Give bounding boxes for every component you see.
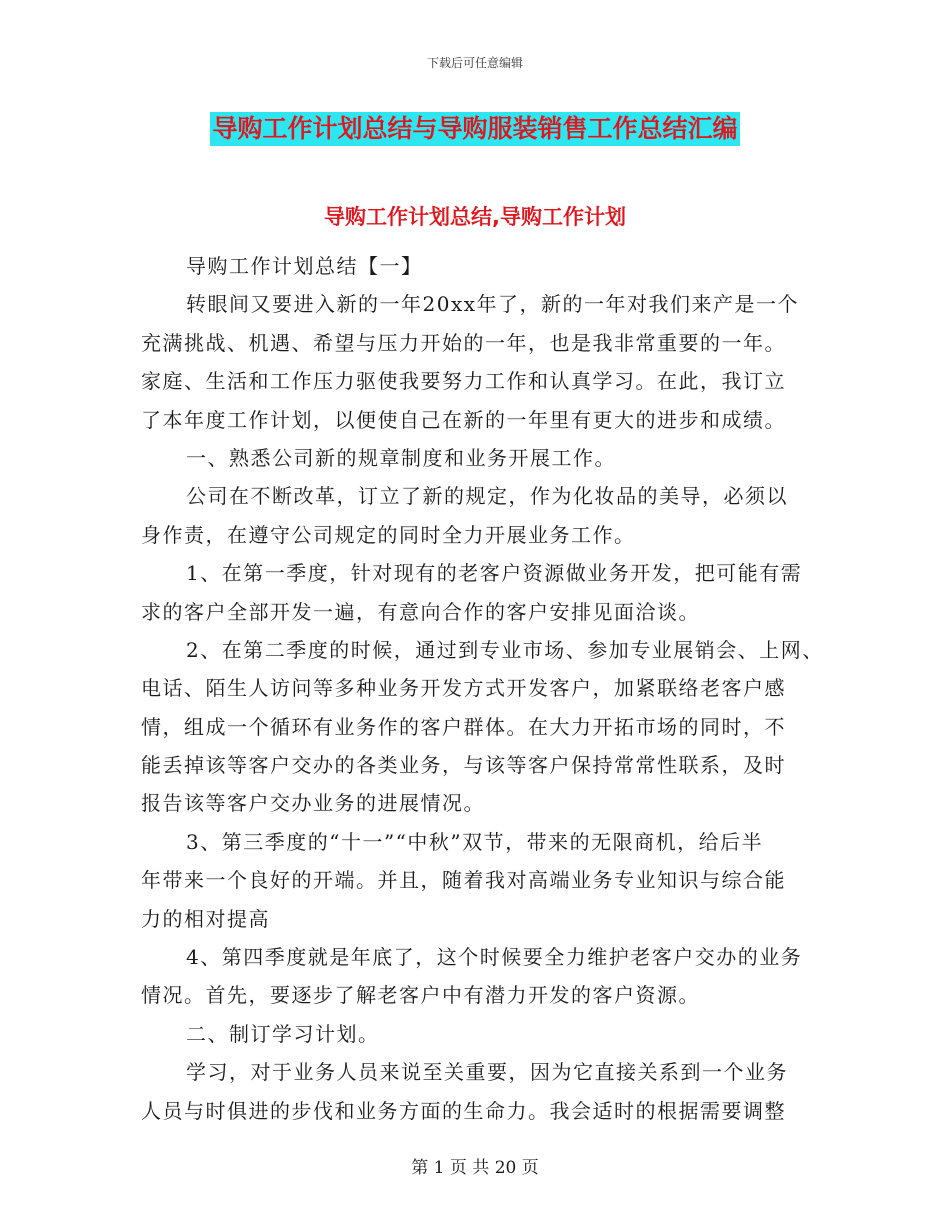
text-line: 求的客户全部开发一遍，有意向合作的客户安排见面洽谈。 bbox=[141, 599, 700, 624]
sub-title: 导购工作计划总结,导购工作计划 bbox=[324, 205, 626, 229]
text-line: 年带来一个良好的开端。并且，随着我对高端业务专业知识与综合能 bbox=[141, 868, 786, 893]
text-line: 了本年度工作计划，以便使自己在新的一年里有更大的进步和成绩。 bbox=[141, 407, 786, 432]
text-line: 人员与时俱进的步伐和业务方面的生命力。我会适时的根据需要调整 bbox=[141, 1098, 786, 1123]
text-line: 2、在第二季度的时候，通过到专业市场、参加专业展销会、上网、 bbox=[186, 637, 824, 662]
text-line: 情况。首先，要逐步了解老客户中有潜力开发的客户资源。 bbox=[141, 983, 700, 1008]
text-line: 情，组成一个循环有业务作的客户群体。在大力开拓市场的同时，不 bbox=[141, 714, 786, 739]
text-line: 力的相对提高 bbox=[141, 906, 270, 931]
text-line: 一、熟悉公司新的规章制度和业务开展工作。 bbox=[186, 445, 616, 470]
text-line: 3、第三季度的“十一”“中秋”双节，带来的无限商机，给后半 bbox=[186, 829, 764, 854]
text-line: 身作责，在遵守公司规定的同时全力开展业务工作。 bbox=[141, 522, 636, 547]
main-title-wrap bbox=[0, 112, 950, 146]
text-line: 二、制订学习计划。 bbox=[186, 1021, 380, 1046]
text-line: 报告该等客户交办业务的进展情况。 bbox=[141, 791, 485, 816]
text-line: 4、第四季度就是年底了，这个时候要全力维护老客户交办的业务 bbox=[186, 945, 803, 970]
text-line: 电话、陌生人访问等多种业务开发方式开发客户，加紧联络老客户感 bbox=[141, 676, 786, 701]
text-line: 学习，对于业务人员来说至关重要，因为它直接关系到一个业务 bbox=[186, 1060, 788, 1085]
text-line: 家庭、生活和工作压力驱使我要努力工作和认真学习。在此，我订立 bbox=[141, 369, 786, 394]
header-note: 下载后可任意编辑 bbox=[426, 56, 523, 70]
text-line: 转眼间又要进入新的一年20xx年了，新的一年对我们来产是一个 bbox=[186, 292, 800, 317]
text-line: 导购工作计划总结【一】 bbox=[186, 254, 423, 278]
body-text bbox=[141, 247, 824, 1130]
main-title: 导购工作计划总结与导购服装销售工作总结汇编 bbox=[210, 112, 739, 146]
text-line: 充满挑战、机遇、希望与压力开始的一年，也是我非常重要的一年。 bbox=[141, 330, 786, 355]
page-number-footer: 第 1 页 共 20 页 bbox=[411, 1158, 539, 1178]
text-line: 1、在第一季度，针对现有的老客户资源做业务开发，把可能有需 bbox=[186, 561, 803, 586]
text-line: 公司在不断改革，订立了新的规定，作为化妆品的美导，必须以 bbox=[186, 484, 788, 509]
text-line: 能丢掉该等客户交办的各类业务，与该等客户保持常常性联系，及时 bbox=[141, 753, 786, 778]
